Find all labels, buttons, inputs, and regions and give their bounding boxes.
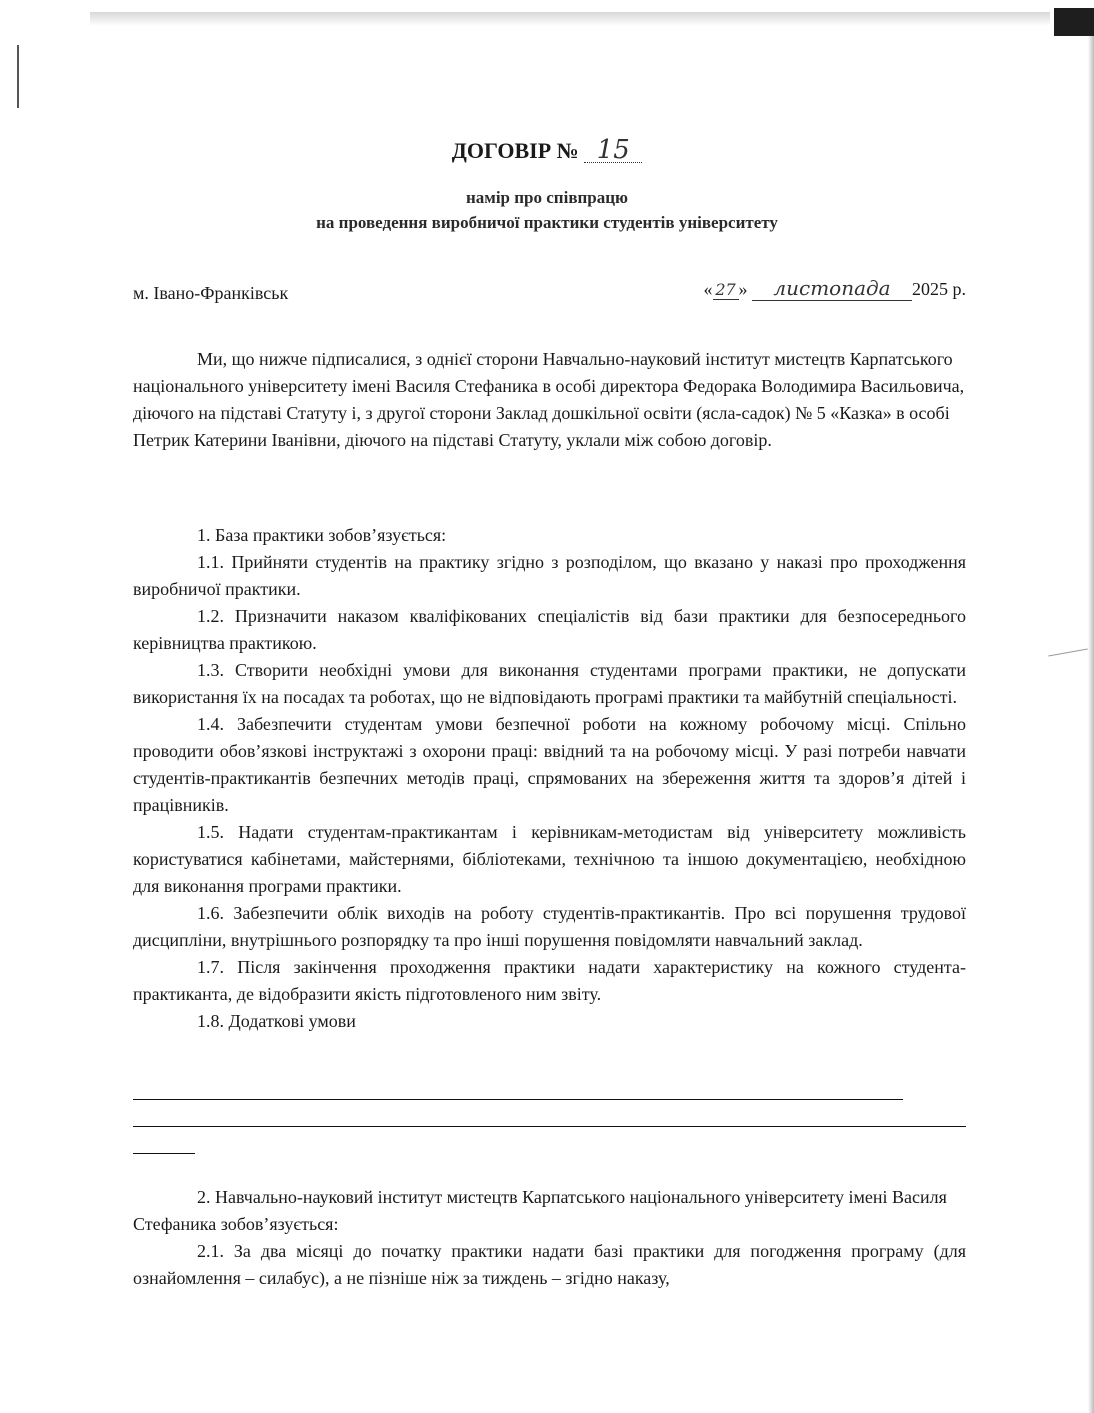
- contract-title: [0, 135, 1094, 165]
- scan-corner-dark: [1054, 8, 1094, 36]
- subtitle-line-2: на проведення виробничої практики студентів університету: [316, 213, 778, 232]
- date-day-handwritten: 27: [713, 280, 739, 300]
- subtitle-line-1: намір про співпрацю: [465, 188, 629, 207]
- preamble-paragraph: Ми, що нижче підписалися, з однієї сторони Навчально-науковий інститут мистецтв Карпатського національного університету імені Василя Стефаника в особі директора Федорака Володимира Васильовича, діючого на підставі Статуту і, з другої сторони Заклад дошкільної освіти (ясла-садок) № 5 «Казка» в особі Петрик Катерини Іванівни, діючого на підставі Статуту, уклали між собою договір.: [133, 349, 965, 450]
- scan-pencil-mark: [1048, 649, 1088, 657]
- preamble-block: [133, 346, 966, 454]
- date-year: 2025 р.: [912, 279, 966, 299]
- date-close-quote: »: [738, 279, 748, 299]
- clause-1-2: 1.2. Призначити наказом кваліфікованих спеціалістів від бази практики для безпосереднього керівництва практикою.: [133, 606, 966, 653]
- date-open-quote: «: [703, 279, 713, 299]
- date-month-handwritten: листопада: [752, 276, 912, 301]
- scan-shadow-right: [1088, 36, 1094, 1413]
- contract-date: [704, 276, 967, 301]
- blank-line-1: [133, 1099, 903, 1100]
- clause-1-7: 1.7. Після закінчення проходження практики надати характеристику на кожного студента-практиканта, де відобразити якість підготовленого ним звіту.: [133, 957, 966, 1004]
- section-1-heading: 1. База практики зобов’язується:: [197, 525, 447, 545]
- clause-1-1: 1.1. Прийняти студентів на практику згідно з розподілом, що вказано у наказі про проходження виробничої практики.: [133, 552, 966, 599]
- contract-place: м. Івано-Франківськ: [133, 283, 289, 303]
- section-2: [133, 1184, 966, 1292]
- section-1: [133, 522, 966, 1035]
- clause-2-1: 2.1. За два місяці до початку практики надати базі практики для погодження програму (для ознайомлення – силабус), а не пізніше ніж за тиждень – згідно наказу,: [133, 1241, 966, 1288]
- scan-binding-mark: [17, 45, 19, 108]
- scan-shadow-top: [90, 12, 1050, 26]
- clause-1-4: 1.4. Забезпечити студентам умови безпечної роботи на кожному робочому місці. Спільно проводити обов’язкові інструктажі з охорони праці: ввідний та на робочому місці. У разі потреби навчати студентів-практикантів безпечних методів праці, спрямованих на збереження життя та здоров’я дітей і працівників.: [133, 714, 966, 815]
- blank-line-2: [133, 1126, 966, 1127]
- clause-1-6: 1.6. Забезпечити облік виходів на роботу студентів-практикантів. Про всі порушення трудової дисципліни, внутрішнього розпорядку та про інші порушення повідомляти навчальний заклад.: [133, 903, 966, 950]
- clause-1-8-additional-terms: 1.8. Додаткові умови: [197, 1011, 356, 1031]
- section-2-heading: 2. Навчально-науковий інститут мистецтв Карпатського національного університету імені Василя Стефаника зобов’язується:: [133, 1187, 947, 1234]
- contract-title-text: ДОГОВІР №: [451, 138, 579, 163]
- blank-line-3: [133, 1153, 195, 1154]
- clause-1-5: 1.5. Надати студентам-практикантам і керівникам-методистам від університету можливість користуватися кабінетами, майстернями, бібліотеками, технічною та іншою документацією, необхідною для виконання програми практики.: [133, 822, 966, 896]
- clause-1-3: 1.3. Створити необхідні умови для виконання студентами програми практики, не допускати використання їх на посадах та роботах, що не відповідають програмі практики та майбутній спеціальності.: [133, 660, 966, 707]
- contract-number-handwritten: 15: [584, 138, 642, 163]
